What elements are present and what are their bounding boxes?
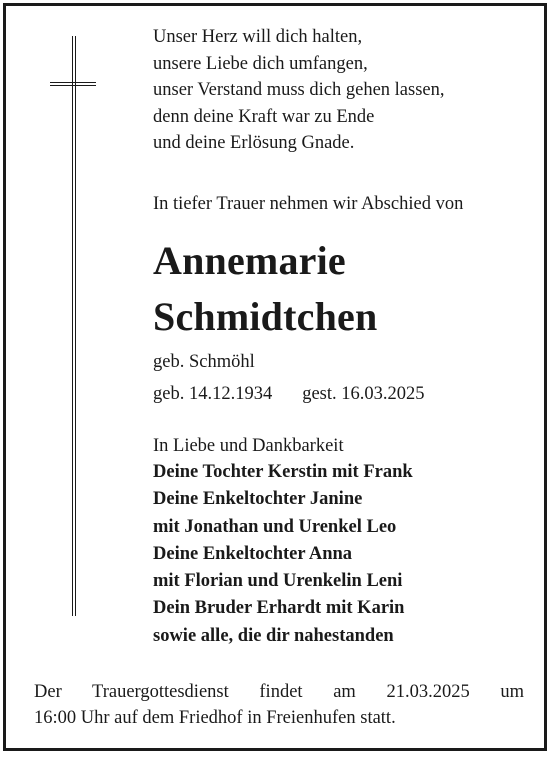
death-date: gest. 16.03.2025 [302,384,425,404]
mourner-line: sowie alle, die dir nahestanden [153,625,394,646]
cross-icon [50,36,96,616]
poem-line: unsere Liebe dich umfangen, [153,53,368,74]
poem-line: unser Verstand muss dich gehen lassen, [153,80,445,100]
deceased-name [153,233,523,345]
first-name: Annemarie [153,238,346,283]
mourners-list [153,459,523,650]
mourner-line: Deine Enkeltochter Anna [153,543,353,564]
poem-line: denn deine Kraft war zu Ende [153,106,375,127]
cross-vertical-bar [72,36,76,616]
mourner-line: Deine Tochter Kerstin mit Frank [153,462,413,482]
obituary-notice [3,3,547,751]
birth-date: geb. 14.12.1934 [153,384,273,404]
mourner-line: mit Florian und Urenkelin Leni [153,571,403,592]
life-dates [153,379,523,409]
mourner-line: Deine Enkeltochter Janine [153,489,363,510]
maiden-name: geb. Schmöhl [153,352,255,372]
service-info [34,679,524,731]
service-line: Der Trauergottesdienst findet am 21.03.2025 um [34,682,524,702]
poem-line: und deine Erlösung Gnade. [153,133,355,153]
service-line: 16:00 Uhr auf dem Friedhof in Freienhufen statt. [34,708,396,728]
intro-text: In tiefer Trauer nehmen wir Abschied von [153,194,464,214]
love-line: In Liebe und Dankbarkeit [153,436,344,456]
last-name: Schmidtchen [153,294,378,339]
mourner-line: mit Jonathan und Urenkel Leo [153,516,397,537]
poem [153,24,523,157]
poem-line: Unser Herz will dich halten, [153,27,363,47]
mourner-line: Dein Bruder Erhardt mit Karin [153,598,405,619]
cross-center [73,83,75,85]
